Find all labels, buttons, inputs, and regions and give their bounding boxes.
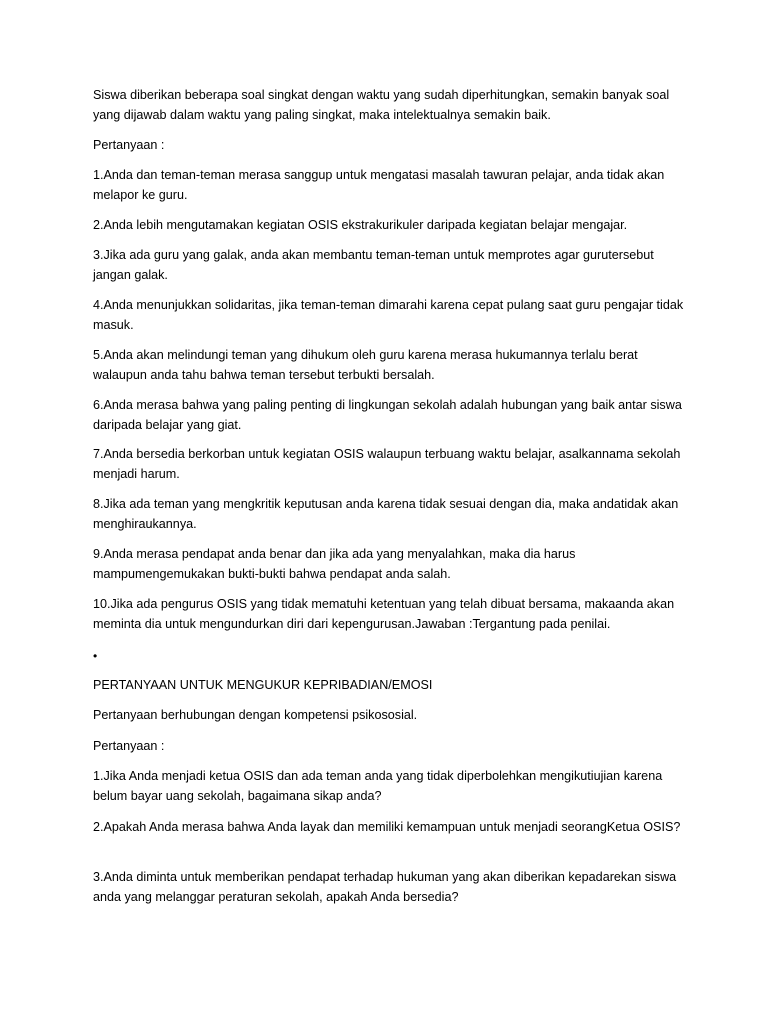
intro-paragraph: Siswa diberikan beberapa soal singkat dengan waktu yang sudah diperhitungkan, semakin banyak soal yang dijawab dalam waktu yang paling singkat, maka intelektualnya semakin baik.: [93, 88, 670, 122]
bullet-marker: •: [93, 649, 98, 663]
question-item: 1.Jika Anda menjadi ketua OSIS dan ada teman anda yang tidak diperbolehkan mengikutiujian karena belum bayar uang sekolah, bagaimana sikap anda?: [93, 769, 663, 803]
questions-heading: Pertanyaan :: [93, 138, 165, 152]
question-item: 8.Jika ada teman yang mengkritik keputusan anda karena tidak sesuai dengan dia, maka andatidak akan menghiraukannya.: [93, 497, 679, 531]
section-title: PERTANYAAN UNTUK MENGUKUR KEPRIBADIAN/EMOSI: [93, 678, 433, 692]
question-item: 5.Anda akan melindungi teman yang dihukum oleh guru karena merasa hukumannya terlalu berat walaupun anda tahu bahwa teman tersebut terbukti bersalah.: [93, 348, 638, 382]
question-item: 6.Anda merasa bahwa yang paling penting di lingkungan sekolah adalah hubungan yang baik antar siswa daripada belajar yang giat.: [93, 398, 682, 432]
question-item: 2.Apakah Anda merasa bahwa Anda layak dan memiliki kemampuan untuk menjadi seorangKetua OSIS?: [93, 820, 681, 834]
question-item: 3.Jika ada guru yang galak, anda akan membantu teman-teman untuk memprotes agar gurutersebut jangan galak.: [93, 248, 654, 282]
question-item: 10.Jika ada pengurus OSIS yang tidak mematuhi ketentuan yang telah dibuat bersama, makaanda akan meminta dia untuk mengundurkan diri dari kepengurusan.Jawaban :Tergantung pada penilai.: [93, 597, 675, 631]
question-item: 9.Anda merasa pendapat anda benar dan jika ada yang menyalahkan, maka dia harus mampumengemukakan bukti-bukti bahwa pendapat anda salah.: [93, 547, 576, 581]
questions-heading: Pertanyaan :: [93, 739, 165, 753]
question-item: 7.Anda bersedia berkorban untuk kegiatan OSIS walaupun terbuang waktu belajar, asalkannama sekolah menjadi harum.: [93, 447, 681, 481]
question-item: 1.Anda dan teman-teman merasa sanggup untuk mengatasi masalah tawuran pelajar, anda tidak akan melapor ke guru.: [93, 168, 665, 202]
question-item: 2.Anda lebih mengutamakan kegiatan OSIS ekstrakurikuler daripada kegiatan belajar mengajar.: [93, 218, 628, 232]
section-intro: Pertanyaan berhubungan dengan kompetensi psikososial.: [93, 708, 418, 722]
question-item: 3.Anda diminta untuk memberikan pendapat terhadap hukuman yang akan diberikan kepadarekan siswa anda yang melanggar peraturan sekolah, apakah Anda bersedia?: [93, 870, 677, 904]
question-item: 4.Anda menunjukkan solidaritas, jika teman-teman dimarahi karena cepat pulang saat guru pengajar tidak masuk.: [93, 298, 684, 332]
